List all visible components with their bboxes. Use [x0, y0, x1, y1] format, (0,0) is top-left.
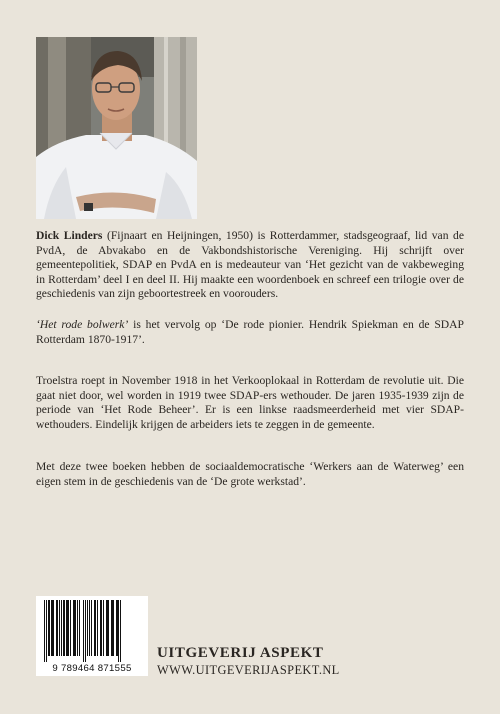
barcode-bar: [44, 600, 45, 662]
barcode-bar: [94, 600, 96, 656]
barcode-bar: [85, 600, 86, 662]
barcode-bar: [97, 600, 98, 656]
barcode-bar: [75, 600, 76, 656]
author-bio-text: (Fijnaart en Heijningen, 1950) is Rotterdammer, stadsgeograaf, lid van de PvdA, de Abvakabo en de Vakbondshistorische Vereniging. Hij schrijft over gemeentepolitiek, SDAP en PvdA en is medeauteur van ‘Het gezicht van de vakbeweging in Rotterdam’ deel I en deel II. Hij maakte een woordenboek en schreef een trilogie over de geschiedenis van zijn geboortestreek en voorouders.: [36, 229, 464, 301]
author-name: Dick Linders: [36, 229, 103, 242]
history-paragraph: Troelstra roept in November 1918 in het Verkooplokaal in Rotterdam de revolutie uit. Die gaat niet door, wel worden in 1919 twee SDAP-ers wethouder. De jaren 1935-1939 zijn de periode van ‘Het Rode Beheer’. Er is een linkse raadsmeerderheid met vier SDAP-wethouders. Eindelijk krijgen de arbeiders iets te zeggen in de gemeente.: [36, 374, 464, 431]
isbn-number: 9 789464 871555: [52, 663, 132, 674]
closing-paragraph: Met deze twee boeken hebben de sociaaldemocratische ‘Werkers aan de Waterweg’ een eigen stem in de geschiedenis van de ‘De grote werkstad’.: [36, 460, 464, 488]
isbn-barcode: [36, 596, 148, 676]
publisher-name: UITGEVERIJ ASPEKT: [157, 645, 324, 661]
barcode-bar: [108, 600, 109, 656]
barcode-bar: [91, 600, 92, 656]
barcode-bar: [120, 600, 121, 662]
barcode-bar: [77, 600, 78, 656]
author-bio: [36, 229, 464, 302]
barcode-bar: [68, 600, 69, 656]
book-intro-paragraph: [36, 318, 464, 347]
author-photo: [36, 37, 197, 219]
barcode-bar: [118, 600, 119, 662]
barcode-bar: [48, 600, 50, 656]
barcode-bar: [73, 600, 75, 656]
barcode-bar: [79, 600, 80, 656]
barcode-bar: [56, 600, 58, 656]
barcode-bar: [70, 600, 71, 656]
barcode-bar: [63, 600, 65, 656]
barcode-bar: [83, 600, 84, 662]
barcode-bar: [87, 600, 88, 656]
barcode-bar: [46, 600, 47, 662]
book-intro-text: is het vervolg op ‘De rode pionier. Hendrik Spiekman en de SDAP Rotterdam 1870-1917’.: [36, 318, 464, 346]
barcode-bar: [66, 600, 68, 656]
barcode-bar: [106, 600, 108, 656]
barcode-bar: [61, 600, 62, 656]
barcode-bar: [89, 600, 90, 656]
barcode-bar: [103, 600, 104, 656]
barcode-bar: [113, 600, 114, 656]
publisher-website[interactable]: WWW.UITGEVERIJASPEKT.NL: [157, 663, 340, 677]
barcode-bar: [100, 600, 102, 656]
barcode-bar: [116, 600, 118, 656]
barcode-bar: [59, 600, 60, 656]
barcode-bar: [51, 600, 53, 656]
barcode-bar: [53, 600, 54, 656]
barcode-bar: [111, 600, 113, 656]
book-title: ‘Het rode bolwerk’: [36, 318, 129, 331]
barcode-bars-icon: [42, 600, 142, 662]
